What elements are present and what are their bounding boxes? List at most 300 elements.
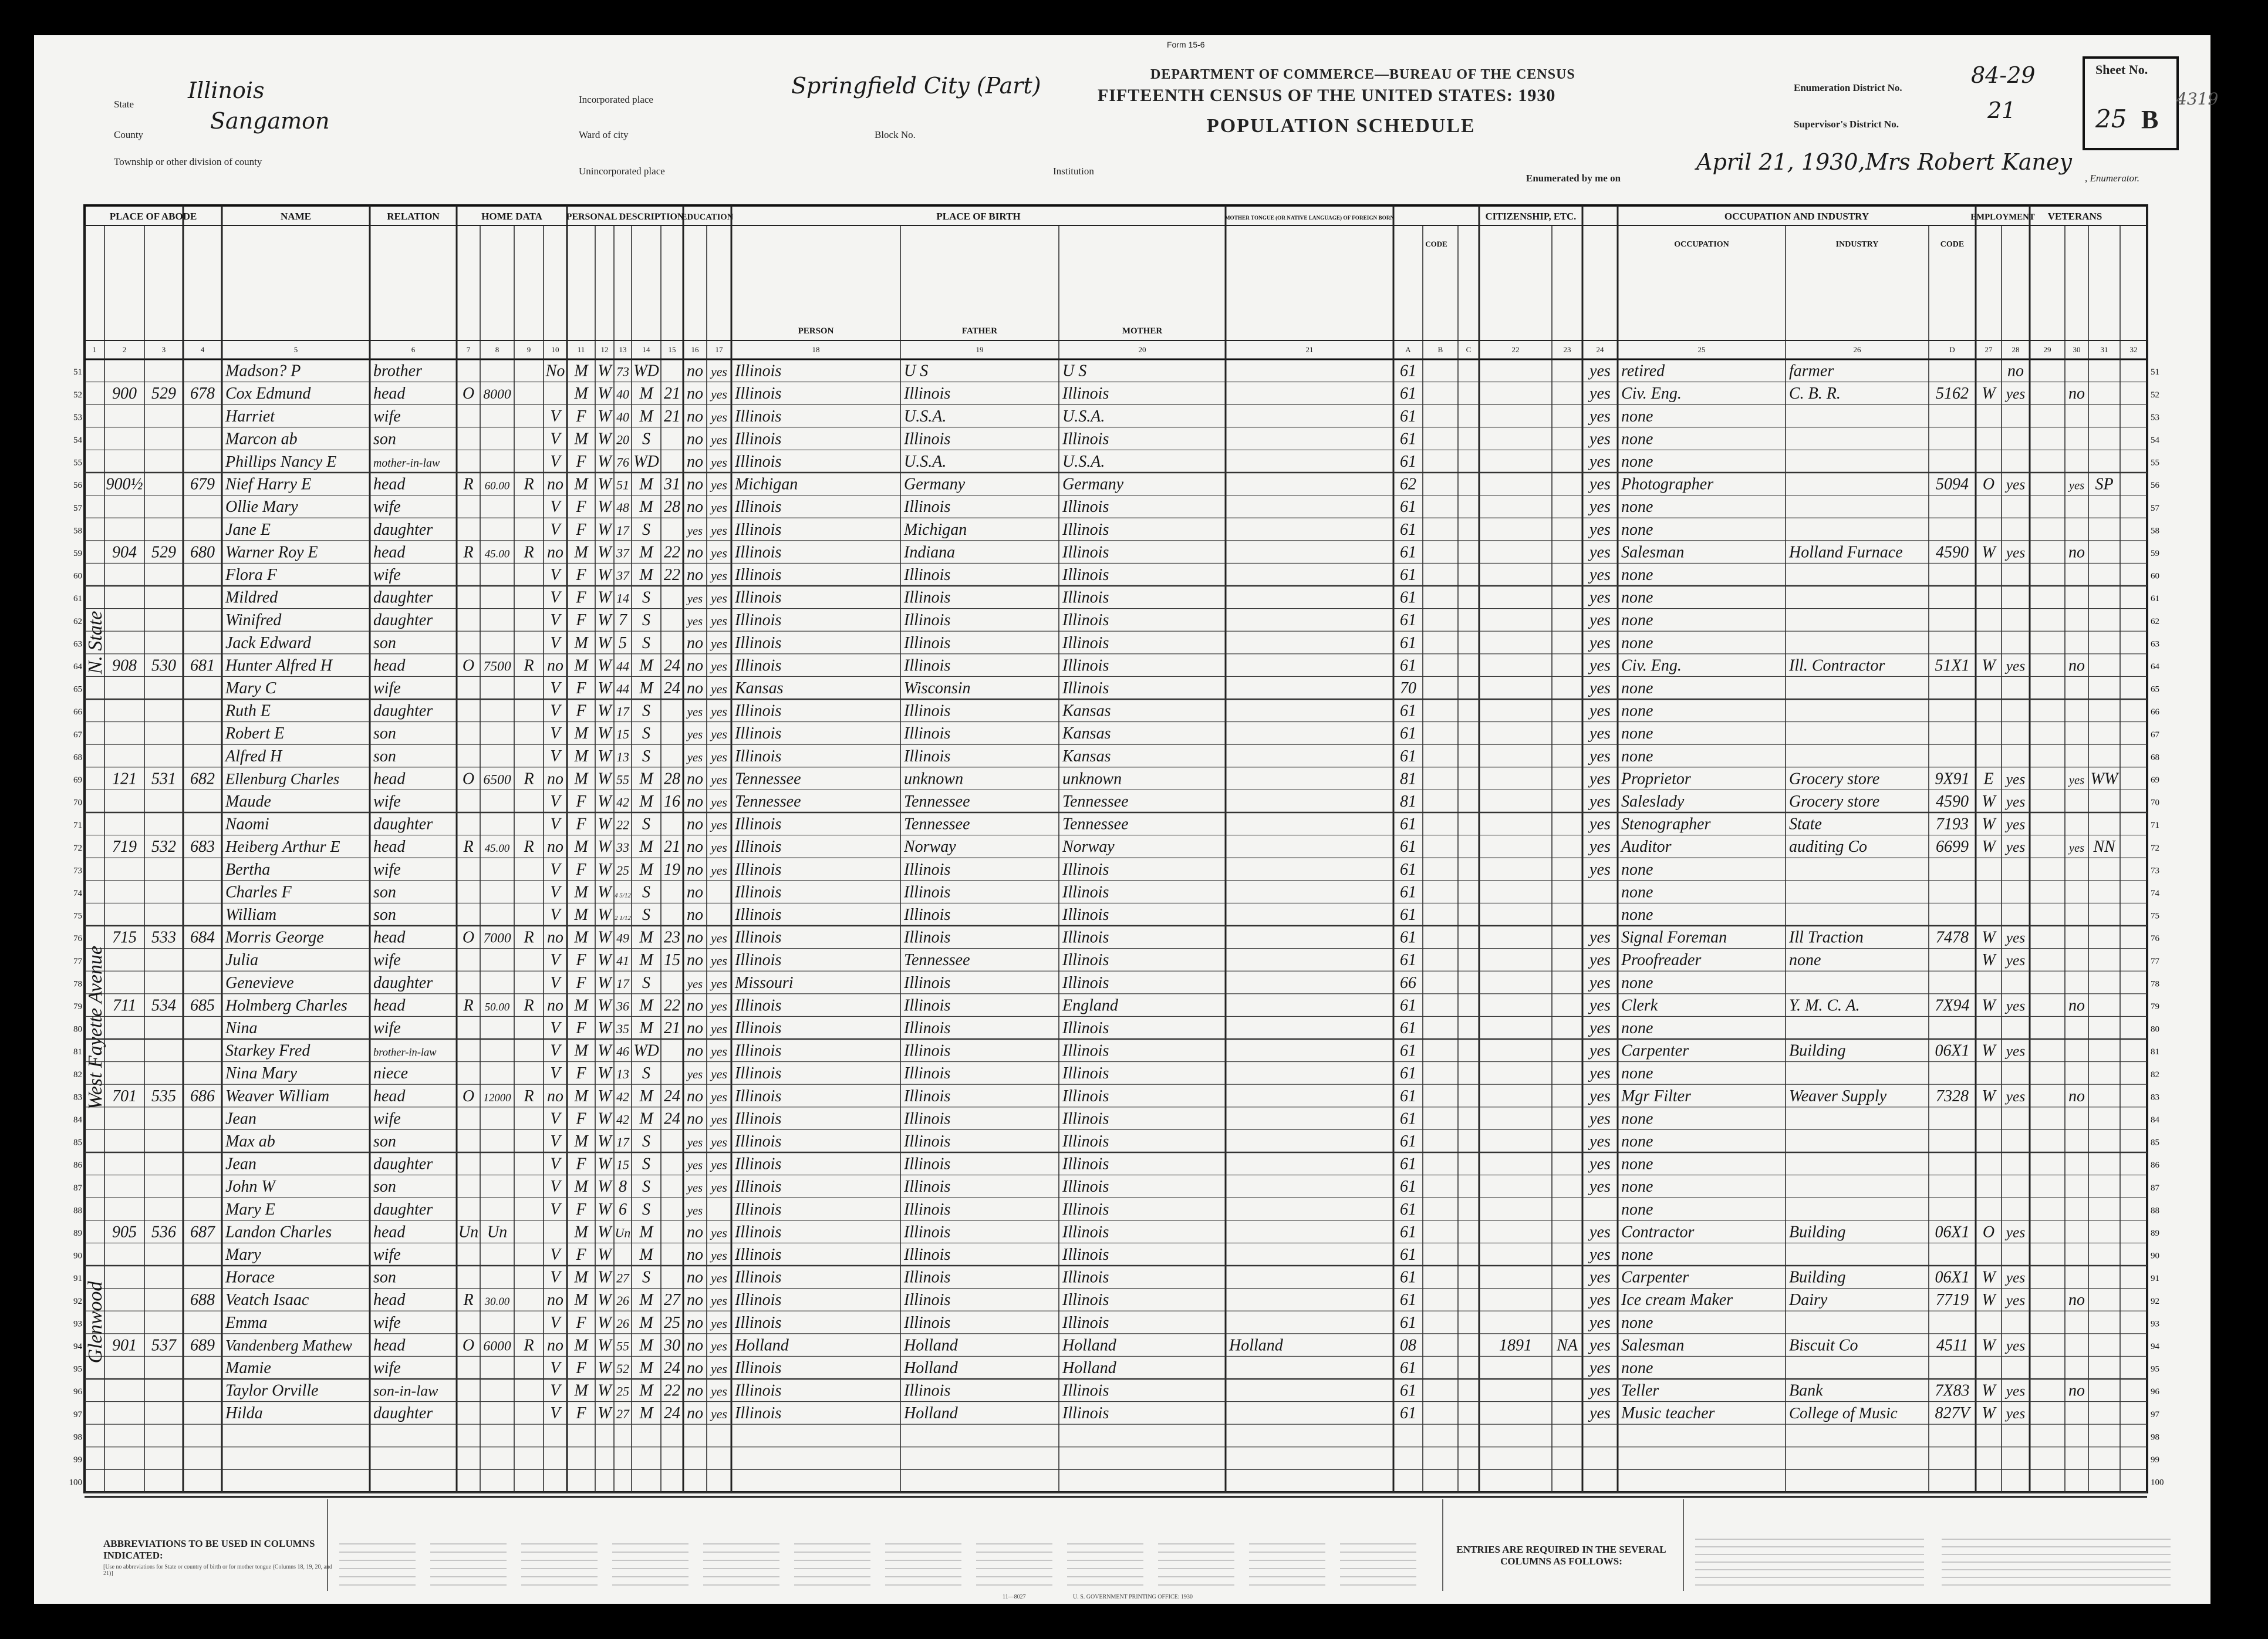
cell-read: yes — [711, 704, 727, 719]
cell-bp: Illinois — [735, 928, 782, 947]
cell-race: W — [598, 520, 612, 539]
cell-occ: Stenographer — [1621, 815, 1711, 834]
cell-fbp: Tennessee — [904, 815, 970, 834]
cell-mar: M — [639, 1087, 653, 1105]
cell-radio: R — [524, 928, 534, 947]
cell-race: W — [598, 1087, 612, 1105]
cell-farm: no — [547, 1087, 563, 1105]
cell-age: 26 — [616, 1294, 629, 1308]
sheet-label: Sheet No. — [2095, 62, 2148, 77]
cell-occ: Saleslady — [1621, 792, 1685, 811]
cell-code: 61 — [1400, 633, 1416, 652]
cell-bp: Illinois — [735, 543, 782, 562]
cell-eng: yes — [1589, 520, 1611, 539]
cell-mar: S — [642, 588, 650, 607]
row-number-left: 76 — [73, 934, 82, 944]
cell-code: 61 — [1400, 1313, 1416, 1332]
cell-ten: O — [462, 770, 475, 788]
cell-sch: no — [687, 860, 703, 879]
cell-vet: no — [2068, 1291, 2085, 1310]
cell-cls: W — [1982, 1291, 1996, 1310]
cell-ten: R — [463, 838, 474, 856]
cell-race: W — [598, 498, 612, 517]
cell-name: Marcon ab — [225, 430, 298, 448]
row-number-right: 81 — [2151, 1047, 2159, 1057]
cell-mbp: Illinois — [1062, 1132, 1109, 1151]
cell-mar: S — [642, 905, 650, 924]
cell-race: W — [598, 543, 612, 562]
cell-age: 5 — [619, 633, 627, 652]
cell-code: 61 — [1400, 362, 1416, 380]
cell-code: 61 — [1400, 1109, 1416, 1128]
row-number-right: 80 — [2151, 1024, 2159, 1034]
cell-mar: M — [639, 1291, 653, 1310]
cell-rel: wife — [373, 792, 401, 811]
cell-agem: 15 — [664, 951, 680, 970]
cell-occ: Clerk — [1621, 996, 1658, 1015]
cell-eng: yes — [1589, 611, 1611, 630]
cell-fbp: Illinois — [904, 385, 951, 403]
cell-mar: M — [639, 565, 653, 584]
cell-fbp: Illinois — [904, 996, 951, 1015]
cell-age: 42 — [616, 1090, 629, 1104]
cell-work: yes — [2006, 475, 2026, 493]
cell-farm: V — [550, 1041, 561, 1060]
cell-bp: Kansas — [735, 679, 784, 697]
cell-occode: 4590 — [1936, 543, 1969, 562]
cell-rel: mother-in-law — [373, 456, 440, 470]
cell-read: yes — [711, 1226, 727, 1240]
column-headings — [93, 211, 2138, 354]
cell-agem: 21 — [664, 385, 680, 403]
cell-work: yes — [2006, 1269, 2026, 1286]
cell-sch: no — [687, 996, 703, 1015]
cell-read: yes — [711, 1384, 727, 1399]
cell-occ: Proprietor — [1621, 770, 1691, 788]
cell-eng: yes — [1589, 1064, 1611, 1083]
cell-fbp: Illinois — [904, 883, 951, 902]
cell-bp: Illinois — [735, 498, 782, 517]
cell-name: Harriet — [225, 407, 275, 426]
row-number-right: 98 — [2151, 1432, 2159, 1442]
cell-rel: head — [373, 1336, 406, 1355]
row-number-left: 59 — [73, 549, 82, 559]
cell-ten: Un — [458, 1223, 479, 1242]
cell-bp: Holland — [735, 1336, 789, 1355]
street-note: West Fayette Avenue — [85, 945, 106, 1110]
cell-fbp: Illinois — [904, 588, 951, 607]
cell-ind: Y. M. C. A. — [1789, 996, 1860, 1015]
cell-radio: R — [524, 996, 534, 1015]
cell-rel: wife — [373, 679, 401, 697]
cell-bp: Illinois — [735, 430, 782, 448]
cell-fbp: U S — [904, 362, 929, 380]
cell-farm: no — [547, 770, 563, 788]
cell-ind: Dairy — [1789, 1291, 1828, 1310]
cell-rel: brother-in-law — [373, 1046, 437, 1058]
cell-rel: daughter — [373, 588, 433, 607]
cell-fbp: Illinois — [904, 747, 951, 765]
cell-sch: no — [687, 1381, 703, 1400]
cell-age: 49 — [616, 931, 629, 946]
cell-rel: head — [373, 475, 406, 494]
cell-house: 121 — [112, 770, 137, 788]
cell-farm: no — [547, 996, 563, 1015]
cell-agem: 19 — [664, 860, 680, 879]
cell-tong: Holland — [1229, 1336, 1283, 1355]
cell-mbp: Illinois — [1062, 1313, 1109, 1332]
cell-rel: wife — [373, 407, 401, 426]
cell-eng: yes — [1589, 770, 1611, 788]
cell-sch: no — [687, 1109, 703, 1128]
cell-sex: F — [576, 520, 586, 539]
cell-code: 61 — [1400, 1064, 1416, 1083]
cell-name: Mildred — [225, 588, 278, 607]
cell-occ: Civ. Eng. — [1621, 656, 1682, 675]
cell-sex: M — [574, 883, 588, 902]
column-number: 31 — [2100, 345, 2108, 354]
cell-age: 35 — [616, 1021, 629, 1036]
cell-sex: F — [576, 565, 586, 584]
cell-rel: daughter — [373, 1200, 433, 1219]
cell-rel: son — [373, 633, 396, 652]
cell-eng: yes — [1589, 838, 1611, 856]
cell-sex: M — [574, 996, 588, 1015]
cell-sex: F — [576, 1245, 586, 1264]
cell-sch: no — [687, 1245, 703, 1264]
cell-age: 4 5/12 — [615, 892, 631, 899]
cell-read: yes — [711, 523, 727, 538]
cell-fbp: Wisconsin — [904, 679, 971, 697]
cell-age: 42 — [616, 1112, 629, 1127]
block-label: Block No. — [875, 129, 916, 140]
cell-agem: 22 — [664, 543, 680, 562]
cell-eng: yes — [1589, 498, 1611, 517]
cell-sch: yes — [687, 1182, 703, 1195]
cell-fbp: Illinois — [904, 973, 951, 992]
cell-bp: Illinois — [735, 1087, 782, 1105]
cell-occode: 4511 — [1936, 1336, 1968, 1355]
cell-fbp: Illinois — [904, 1064, 951, 1083]
row-number-left: 88 — [73, 1206, 82, 1216]
cell-code: 61 — [1400, 1291, 1416, 1310]
cell-sex: M — [574, 724, 588, 743]
cell-fbp: Illinois — [904, 1268, 951, 1287]
row-number-left: 78 — [73, 979, 82, 989]
cell-agem: 23 — [664, 928, 680, 947]
row-number-left: 98 — [73, 1432, 82, 1442]
cell-cls: W — [1982, 656, 1996, 675]
cell-rel: daughter — [373, 702, 433, 720]
row-number-left: 62 — [73, 616, 82, 626]
cell-fbp: Tennessee — [904, 951, 970, 970]
cell-sex: F — [576, 1155, 586, 1173]
cell-age: 42 — [616, 795, 629, 810]
cell-mbp: U.S.A. — [1062, 452, 1105, 471]
cell-cls: W — [1982, 1336, 1996, 1355]
cell-house: 719 — [112, 838, 137, 856]
subhead-mother: MOTHER — [1122, 326, 1163, 336]
cell-vet: no — [2068, 543, 2085, 562]
cell-age: 17 — [616, 976, 629, 991]
cell-mbp: Illinois — [1062, 1178, 1109, 1196]
cell-fbp: Michigan — [904, 520, 967, 539]
cell-read: yes — [711, 455, 727, 470]
cell-ten: O — [462, 656, 475, 675]
cell-age: 55 — [616, 773, 629, 787]
cell-sex: M — [574, 362, 588, 380]
census-title: FIFTEENTH CENSUS OF THE UNITED STATES: 1930 — [1098, 86, 1556, 105]
archive-stamp: 4319 — [2176, 89, 2219, 109]
column-number: 23 — [1563, 345, 1571, 354]
row-number-right: 92 — [2151, 1296, 2159, 1306]
cell-eng: yes — [1589, 633, 1611, 652]
cell-fbp: Illinois — [904, 1245, 951, 1264]
cell-val: 60.00 — [484, 480, 510, 493]
cell-sch: no — [687, 656, 703, 675]
cell-occode: 7478 — [1936, 928, 1969, 947]
printing-office-note: U. S. GOVERNMENT PRINTING OFFICE: 1930 — [1073, 1594, 1193, 1600]
cell-race: W — [598, 815, 612, 834]
street-note: N. State — [85, 611, 106, 675]
cell-agem: 25 — [664, 1313, 680, 1332]
cell-occ: none — [1621, 724, 1653, 743]
cell-read: yes — [711, 1112, 727, 1127]
cell-name: Robert E — [225, 724, 285, 743]
cell-agem: 21 — [664, 407, 680, 426]
cell-work: no — [2007, 362, 2024, 380]
cell-cls: W — [1982, 385, 1996, 403]
cell-sex: F — [576, 588, 586, 607]
township-label: Township or other division of county — [114, 156, 262, 167]
column-number: 11 — [577, 345, 585, 354]
cell-eng: yes — [1589, 702, 1611, 720]
cell-read: yes — [711, 1294, 727, 1308]
cell-code: 61 — [1400, 520, 1416, 539]
cell-cls: W — [1982, 1041, 1996, 1060]
cell-val: 50.00 — [484, 1001, 510, 1014]
cell-rel: daughter — [373, 815, 433, 834]
cell-mbp: Illinois — [1062, 1404, 1109, 1423]
cell-mbp: Illinois — [1062, 385, 1109, 403]
row-number-right: 85 — [2151, 1138, 2159, 1148]
ward-label: Ward of city — [579, 129, 629, 140]
street-note: Glenwood — [85, 1281, 106, 1364]
cell-fbp: Illinois — [904, 565, 951, 584]
cell-rel: brother — [373, 362, 422, 380]
cell-sex: M — [574, 543, 588, 562]
cell-code: 61 — [1400, 1087, 1416, 1105]
cell-sex: F — [576, 1019, 586, 1037]
cell-code: 61 — [1400, 656, 1416, 675]
cell-race: W — [598, 1313, 612, 1332]
cell-sch: no — [687, 565, 703, 584]
cell-dw: 533 — [151, 928, 176, 947]
cell-farm: no — [547, 543, 563, 562]
cell-ind: auditing Co — [1789, 838, 1868, 856]
cell-race: W — [598, 1291, 612, 1310]
cell-work: yes — [2006, 1337, 2026, 1354]
row-number-left: 64 — [73, 662, 82, 672]
cell-name: Maude — [225, 792, 271, 811]
row-number-right: 94 — [2151, 1342, 2159, 1352]
cell-sex: M — [574, 770, 588, 788]
cell-name: Vandenberg Mathew — [225, 1337, 352, 1354]
cell-work: yes — [2006, 1223, 2026, 1241]
group-heading: PLACE OF BIRTH — [936, 211, 1021, 222]
subhead-person: PERSON — [798, 326, 834, 336]
row-number-right: 53 — [2151, 413, 2159, 423]
row-number-left: 86 — [73, 1161, 82, 1171]
cell-occ: Carpenter — [1621, 1041, 1689, 1060]
cell-read: yes — [711, 682, 727, 696]
cell-farm: V — [550, 430, 561, 448]
cell-rel: head — [373, 838, 406, 856]
cell-code: 61 — [1400, 385, 1416, 403]
cell-code: 61 — [1400, 1155, 1416, 1173]
cell-name: Flora F — [225, 565, 277, 584]
cell-mbp: Illinois — [1062, 520, 1109, 539]
cell-rel: head — [373, 928, 406, 947]
cell-bp: Illinois — [735, 1155, 782, 1173]
row-number-left: 69 — [73, 775, 82, 785]
incorporated-label: Incorporated place — [579, 94, 653, 105]
cell-mar: M — [639, 1336, 653, 1355]
enumerator-label: , Enumerator. — [2085, 173, 2140, 184]
cell-val: Un — [487, 1223, 508, 1242]
cell-cls: W — [1982, 951, 1996, 970]
cell-dw: 529 — [151, 543, 176, 562]
cell-mar: M — [639, 1381, 653, 1400]
cell-fbp: Illinois — [904, 928, 951, 947]
cell-read: yes — [711, 591, 727, 606]
cell-fam: 681 — [190, 656, 215, 675]
cell-cls: W — [1982, 1087, 1996, 1105]
cell-mar: S — [642, 1064, 650, 1083]
cell-age: 20 — [616, 433, 629, 447]
cell-age: 52 — [616, 1361, 629, 1376]
row-number-right: 62 — [2151, 616, 2159, 626]
cell-occ: none — [1621, 611, 1653, 630]
column-number: 24 — [1596, 345, 1604, 354]
cell-farm: V — [550, 747, 561, 765]
cell-name: Genevieve — [225, 973, 294, 992]
cell-age: 7 — [619, 611, 627, 630]
cell-ten: O — [462, 385, 475, 403]
cell-race: W — [598, 770, 612, 788]
cell-ten: O — [462, 1336, 475, 1355]
cell-race: W — [598, 679, 612, 697]
column-number: 21 — [1305, 345, 1314, 354]
cell-eng: yes — [1589, 452, 1611, 471]
cell-farm: V — [550, 1155, 561, 1173]
column-number: 12 — [600, 345, 609, 354]
cell-read: yes — [711, 931, 727, 946]
cell-name: Nina Mary — [225, 1064, 298, 1083]
cell-race: W — [598, 1404, 612, 1423]
cell-age: 40 — [616, 387, 629, 402]
cell-rel: daughter — [373, 1155, 433, 1173]
cell-vet: no — [2068, 1087, 2085, 1105]
cell-fbp: Illinois — [904, 1381, 951, 1400]
cell-mbp: Illinois — [1062, 565, 1109, 584]
cell-age: 27 — [616, 1407, 629, 1422]
cell-mar: S — [642, 883, 650, 902]
cell-bp: Illinois — [735, 1178, 782, 1196]
cell-sex: F — [576, 815, 586, 834]
cell-occ: none — [1621, 498, 1653, 517]
cell-code: 61 — [1400, 702, 1416, 720]
cell-occode: 7328 — [1936, 1087, 1969, 1105]
cell-sex: F — [576, 1109, 586, 1128]
cell-race: W — [598, 430, 612, 448]
cell-age: 15 — [616, 1158, 629, 1172]
cell-farm: No — [545, 362, 565, 380]
cell-race: W — [598, 1109, 612, 1128]
cell-bp: Illinois — [735, 565, 782, 584]
cell-war: NN — [2093, 838, 2115, 856]
cell-eng: yes — [1589, 656, 1611, 675]
cell-agem: 16 — [664, 792, 680, 811]
cell-bp: Illinois — [735, 1245, 782, 1264]
cell-mar: S — [642, 1155, 650, 1173]
row-number-left: 82 — [73, 1070, 82, 1080]
column-number: B — [1437, 345, 1443, 354]
column-number: C — [1466, 345, 1472, 354]
column-number: D — [1949, 345, 1955, 354]
cell-age: 6 — [619, 1200, 627, 1219]
cell-work: yes — [2006, 385, 2026, 403]
cell-read: yes — [711, 976, 727, 991]
cell-mbp: Tennessee — [1062, 792, 1129, 811]
cell-house: 908 — [112, 656, 137, 675]
cell-fam: 685 — [190, 996, 215, 1015]
cell-cls: W — [1982, 996, 1996, 1015]
row-number-right: 56 — [2151, 481, 2159, 491]
cell-code: 61 — [1400, 1223, 1416, 1242]
cell-mar: WD — [633, 452, 659, 471]
row-number-left: 84 — [73, 1115, 82, 1125]
cell-fbp: Illinois — [904, 905, 951, 924]
cell-sex: M — [574, 430, 588, 448]
supervisor-district-value: 21 — [1987, 97, 2016, 123]
cell-mar: S — [642, 815, 650, 834]
cell-occ: none — [1621, 1178, 1653, 1196]
cell-sch: no — [687, 951, 703, 970]
row-number-right: 72 — [2151, 843, 2159, 853]
cell-bp: Illinois — [735, 385, 782, 403]
cell-age: 13 — [616, 1067, 629, 1082]
cell-farm: V — [550, 1404, 561, 1423]
cell-ten: R — [463, 1291, 474, 1310]
cell-yr: 1891 — [1499, 1336, 1532, 1355]
cell-eng: yes — [1589, 815, 1611, 834]
enumerator-name: Mrs Robert Kaney — [1865, 149, 2072, 175]
cell-rel: son — [373, 747, 396, 765]
row-number-left: 97 — [73, 1409, 82, 1419]
cell-rel: wife — [373, 1358, 401, 1377]
row-number-left: 89 — [73, 1229, 82, 1239]
cell-agem: 30 — [664, 1336, 680, 1355]
cell-rel: son — [373, 1178, 396, 1196]
cell-eng: yes — [1589, 1155, 1611, 1173]
cell-fbp: Holland — [904, 1336, 958, 1355]
cell-sch: no — [687, 475, 703, 494]
cell-sch: no — [687, 543, 703, 562]
cell-age: 33 — [616, 841, 629, 855]
cell-race: W — [598, 702, 612, 720]
cell-age: 14 — [616, 591, 629, 606]
